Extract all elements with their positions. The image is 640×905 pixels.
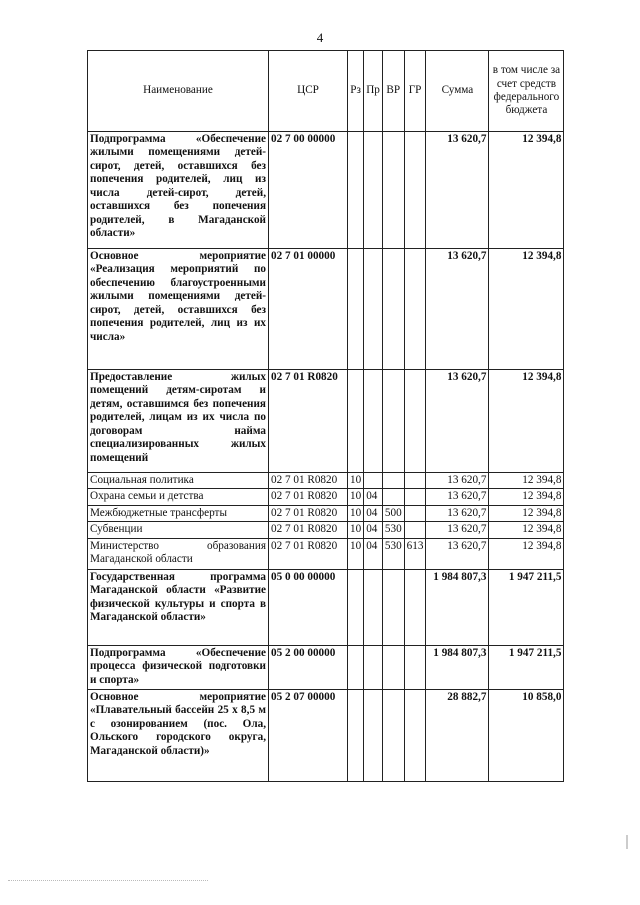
cell-csr: 02 7 01 R0820 — [269, 370, 348, 473]
cell-rz — [348, 569, 364, 645]
cell-rz — [348, 645, 364, 689]
cell-rz — [348, 249, 364, 370]
cell-sum: 13 620,7 — [426, 522, 489, 538]
cell-pr: 04 — [364, 489, 383, 505]
cell-name: Межбюджетные трансферты — [88, 505, 269, 521]
cell-federal: 12 394,8 — [489, 370, 564, 473]
cell-name: Министерство образования Магаданской области — [88, 538, 269, 569]
cell-rz — [348, 132, 364, 249]
cell-gr — [404, 249, 426, 370]
cell-vr — [382, 370, 404, 473]
cell-pr: 04 — [364, 538, 383, 569]
cell-gr — [404, 370, 426, 473]
cell-csr: 02 7 01 R0820 — [269, 473, 348, 489]
table-header-row — [88, 51, 564, 132]
table-row — [88, 473, 564, 489]
cell-sum: 13 620,7 — [426, 132, 489, 249]
cell-federal: 12 394,8 — [489, 522, 564, 538]
cell-gr: 613 — [404, 538, 426, 569]
cell-csr: 02 7 01 R0820 — [269, 522, 348, 538]
cell-name: Охрана семьи и детства — [88, 489, 269, 505]
cell-sum: 13 620,7 — [426, 505, 489, 521]
cell-rz — [348, 370, 364, 473]
cell-vr — [382, 569, 404, 645]
cell-rz: 10 — [348, 489, 364, 505]
cell-name: Подпрограмма «Обеспечение процесса физической подготовки и спорта» — [88, 645, 269, 689]
cell-pr: 04 — [364, 522, 383, 538]
cell-gr — [404, 645, 426, 689]
cell-federal: 12 394,8 — [489, 132, 564, 249]
header-pr: Пр — [364, 51, 383, 132]
page-number: 4 — [316, 30, 324, 45]
cell-gr — [404, 489, 426, 505]
cell-name: Подпрограмма «Обеспечение жилыми помещениями детей-сирот, детей, оставшихся без попечения родителей, лиц из числа детей-сирот, детей, оставшихся без попечения родителей, в Магаданской области» — [88, 132, 269, 249]
cell-rz: 10 — [348, 538, 364, 569]
table-row — [88, 489, 564, 505]
header-name: Наименование — [88, 51, 269, 132]
header-federal: в том числе за счет средств федерального бюджета — [489, 51, 564, 132]
cell-vr — [382, 645, 404, 689]
cell-gr — [404, 132, 426, 249]
table-row — [88, 249, 564, 370]
table-row — [88, 569, 564, 645]
cell-federal: 12 394,8 — [489, 473, 564, 489]
cell-pr — [364, 370, 383, 473]
scan-artifact-mark — [626, 835, 628, 849]
table-row — [88, 132, 564, 249]
cell-gr — [404, 689, 426, 781]
cell-name: Социальная политика — [88, 473, 269, 489]
cell-federal: 1 947 211,5 — [489, 645, 564, 689]
cell-csr: 02 7 01 R0820 — [269, 489, 348, 505]
table-row — [88, 538, 564, 569]
cell-rz: 10 — [348, 522, 364, 538]
table-body — [88, 132, 564, 782]
cell-csr: 02 7 01 R0820 — [269, 538, 348, 569]
cell-vr: 530 — [382, 522, 404, 538]
cell-gr — [404, 522, 426, 538]
header-sum: Сумма — [426, 51, 489, 132]
cell-name: Основное мероприятие «Плавательный бассейн 25 х 8,5 м с озонированием (пос. Ола, Ольского городского округа, Магаданской области)» — [88, 689, 269, 781]
cell-csr: 05 2 00 00000 — [269, 645, 348, 689]
cell-sum: 13 620,7 — [426, 538, 489, 569]
header-csr: ЦСР — [269, 51, 348, 132]
cell-csr: 05 2 07 00000 — [269, 689, 348, 781]
table-row — [88, 505, 564, 521]
cell-pr — [364, 132, 383, 249]
table-row — [88, 645, 564, 689]
cell-sum: 13 620,7 — [426, 249, 489, 370]
cell-rz: 10 — [348, 473, 364, 489]
cell-csr: 02 7 00 00000 — [269, 132, 348, 249]
cell-csr: 02 7 01 00000 — [269, 249, 348, 370]
cell-name: Основное мероприятие «Реализация мероприятий по обеспечению благоустроенными жилыми помещениями детей-сирот, детей, оставшихся без попечения родителей, лиц из их числа» — [88, 249, 269, 370]
cell-pr — [364, 473, 383, 489]
cell-gr — [404, 569, 426, 645]
cell-pr — [364, 689, 383, 781]
cell-sum: 28 882,7 — [426, 689, 489, 781]
cell-pr — [364, 249, 383, 370]
header-vr: ВР — [382, 51, 404, 132]
cell-name: Государственная программа Магаданской области «Развитие физической культуры и спорта в Магаданской области» — [88, 569, 269, 645]
cell-sum: 13 620,7 — [426, 473, 489, 489]
table-row — [88, 370, 564, 473]
cell-vr — [382, 473, 404, 489]
cell-name: Субвенции — [88, 522, 269, 538]
cell-federal: 12 394,8 — [489, 505, 564, 521]
cell-pr: 04 — [364, 505, 383, 521]
header-gr: ГР — [404, 51, 426, 132]
cell-csr: 02 7 01 R0820 — [269, 505, 348, 521]
cell-vr: 500 — [382, 505, 404, 521]
cell-name: Предоставление жилых помещений детям-сиротам и детям, оставшимся без попечения родителей, лицам из их числа по договорам найма специализированных жилых помещений — [88, 370, 269, 473]
cell-vr: 530 — [382, 538, 404, 569]
cell-pr — [364, 645, 383, 689]
scan-artifact-line — [8, 880, 208, 881]
cell-federal: 10 858,0 — [489, 689, 564, 781]
cell-pr — [364, 569, 383, 645]
cell-sum: 13 620,7 — [426, 370, 489, 473]
cell-federal: 12 394,8 — [489, 489, 564, 505]
table-row — [88, 689, 564, 781]
cell-sum: 1 984 807,3 — [426, 645, 489, 689]
cell-vr — [382, 249, 404, 370]
table-row — [88, 522, 564, 538]
cell-gr — [404, 473, 426, 489]
cell-gr — [404, 505, 426, 521]
cell-sum: 1 984 807,3 — [426, 569, 489, 645]
cell-vr — [382, 689, 404, 781]
cell-rz: 10 — [348, 505, 364, 521]
cell-sum: 13 620,7 — [426, 489, 489, 505]
header-rz: Рз — [348, 51, 364, 132]
cell-federal: 12 394,8 — [489, 249, 564, 370]
cell-vr — [382, 489, 404, 505]
cell-federal: 1 947 211,5 — [489, 569, 564, 645]
cell-rz — [348, 689, 364, 781]
budget-table — [87, 50, 564, 782]
cell-csr: 05 0 00 00000 — [269, 569, 348, 645]
cell-federal: 12 394,8 — [489, 538, 564, 569]
cell-vr — [382, 132, 404, 249]
